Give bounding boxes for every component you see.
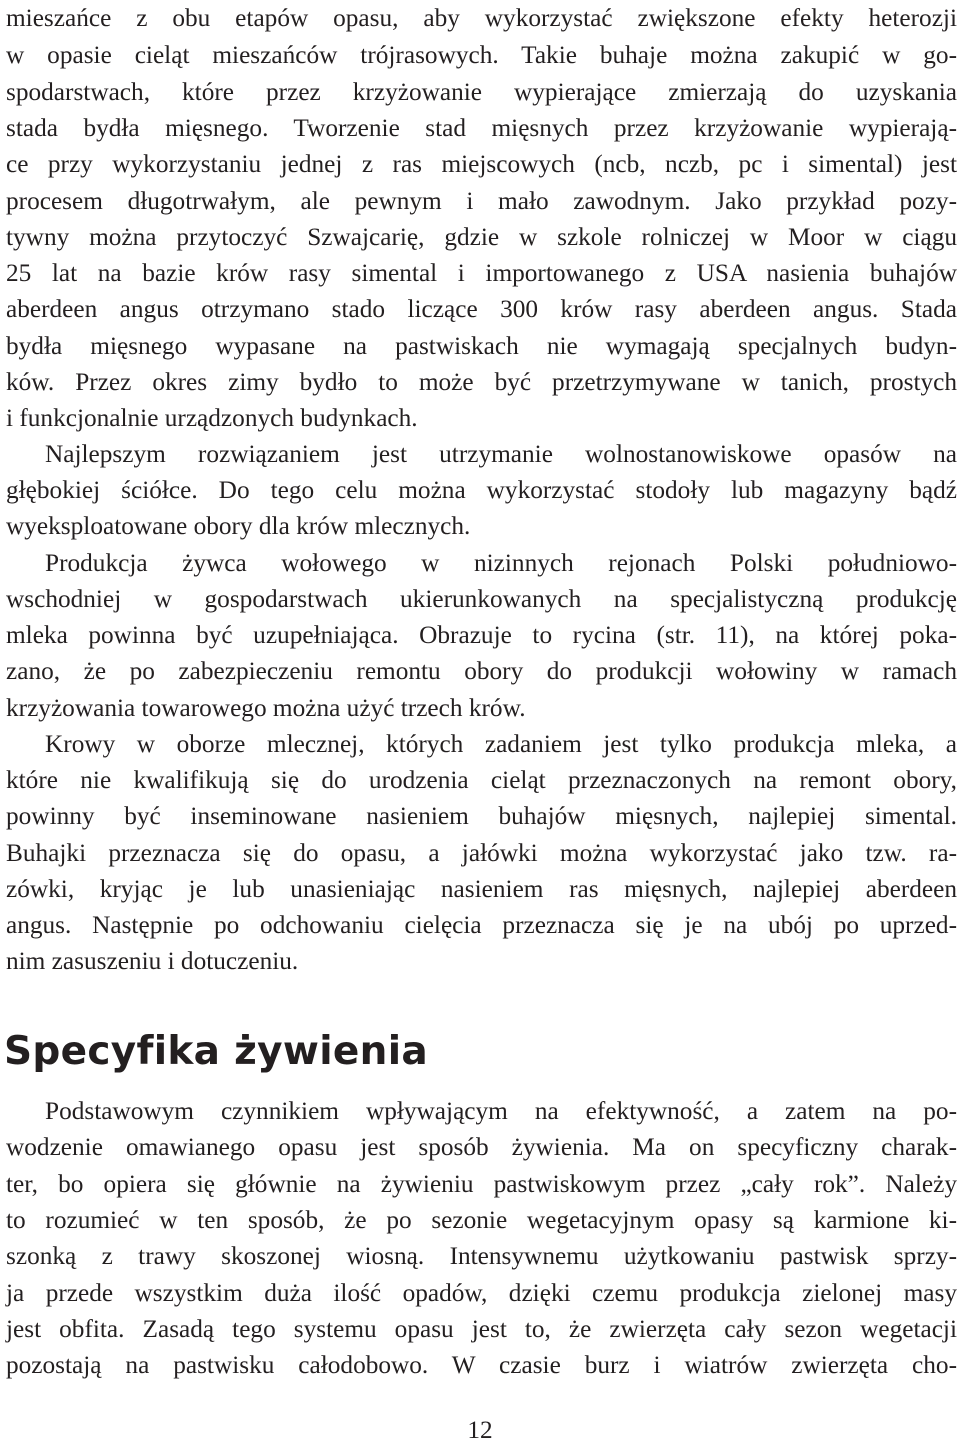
- text-line: wyeksploatowane obory dla krów mlecznych.: [6, 512, 471, 540]
- text-line: mieszańce z obu etapów opasu, aby wykorzystać zwiększone efekty heterozji: [6, 4, 957, 32]
- text-line: tywny można przytoczyć Szwajcarię, gdzie w szkole rolniczej w Moor w ciągu: [6, 223, 957, 251]
- text-line: mleka powinna być uzupełniająca. Obrazuje to rycina (str. 11), na której poka-: [6, 621, 957, 649]
- text-line: procesem długotrwałym, ale pewnym i mało zawodnym. Jako przykład pozy-: [6, 187, 957, 215]
- text-line: ja przede wszystkim duża ilość opadów, dzięki czemu produkcja zielonej masy: [6, 1279, 957, 1307]
- page-number: 12: [467, 1416, 493, 1444]
- text-line: ce przy wykorzystaniu jednej z ras miejscowych (ncb, nczb, pc i simental) jest: [6, 150, 957, 178]
- text-line: nim zasuszeniu i dotuczeniu.: [6, 947, 299, 975]
- text-line: wodzenie omawianego opasu jest sposób żywienia. Ma on specyficzny charak-: [6, 1133, 957, 1161]
- text-line: ków. Przez okres zimy bydło to może być przetrzymywane w tanich, prostych: [6, 368, 957, 396]
- text-line: głębokiej ściółce. Do tego celu można wykorzystać stodoły lub magazyny bądź: [6, 476, 957, 504]
- text-line: jest obfita. Zasadą tego systemu opasu jest to, że zwierzęta cały sezon wegetacji: [6, 1315, 957, 1343]
- text-line: powinny być inseminowane nasieniem buhajów mięsnych, najlepiej simental.: [6, 802, 957, 830]
- text-line: aberdeen angus otrzymano stado liczące 300 krów rasy aberdeen angus. Stada: [6, 295, 957, 323]
- text-line: i funkcjonalnie urządzonych budynkach.: [6, 404, 418, 432]
- text-line: to rozumieć w ten sposób, że po sezonie wegetacyjnym opasy są karmione ki-: [6, 1206, 957, 1234]
- text-line: pozostają na pastwisku całodobowo. W czasie burz i wiatrów zwierzęta cho-: [6, 1351, 957, 1379]
- text-line: 25 lat na bazie krów rasy simental i importowanego z USA nasienia buhajów: [6, 259, 957, 287]
- text-line: spodarstwach, które przez krzyżowanie wypierające zmierzają do uzyskania: [6, 78, 957, 106]
- text-line: wschodniej w gospodarstwach ukierunkowanych na specjalistyczną produkcję: [6, 585, 957, 613]
- text-line: ter, bo opiera się głównie na żywieniu pastwiskowym przez „cały rok”. Należy: [6, 1170, 957, 1198]
- text-line: które nie kwalifikują się do urodzenia cieląt przeznaczonych na remont obory,: [6, 766, 957, 794]
- text-line: szonką z trawy skoszonej wiosną. Intensywnemu użytkowaniu pastwisk sprzy-: [6, 1242, 957, 1270]
- text-line: zówki, kryjąc je lub unasieniając nasieniem ras mięsnych, najlepiej aberdeen: [6, 875, 957, 903]
- text-line: bydła mięsnego wypasane na pastwiskach nie wymagają specjalnych budyn-: [6, 332, 957, 360]
- text-line: zano, że po zabezpieczeniu remontu obory do produkcji wołowiny w ramach: [6, 657, 957, 685]
- text-line: krzyżowania towarowego można użyć trzech krów.: [6, 694, 526, 722]
- text-line: Buhajki przeznacza się do opasu, a jałówki można wykorzystać jako tzw. ra-: [6, 839, 957, 867]
- text-line: stada bydła mięsnego. Tworzenie stad mięsnych przez krzyżowanie wypierają-: [6, 114, 957, 142]
- section-heading: Specyfika żywienia: [4, 1029, 428, 1074]
- text-line: Produkcja żywca wołowego w nizinnych rejonach Polski południowo-: [45, 549, 957, 577]
- text-line: angus. Następnie po odchowaniu cielęcia przeznacza się je na ubój po uprzed-: [6, 911, 957, 939]
- text-line: Krowy w oborze mlecznej, których zadaniem jest tylko produkcja mleka, a: [45, 730, 957, 758]
- text-line: w opasie cieląt mieszańców trójrasowych. Takie buhaje można zakupić w go-: [6, 41, 957, 69]
- text-line: Najlepszym rozwiązaniem jest utrzymanie wolnostanowiskowe opasów na: [45, 440, 957, 468]
- text-line: Podstawowym czynnikiem wpływającym na efektywność, a zatem na po-: [45, 1097, 957, 1125]
